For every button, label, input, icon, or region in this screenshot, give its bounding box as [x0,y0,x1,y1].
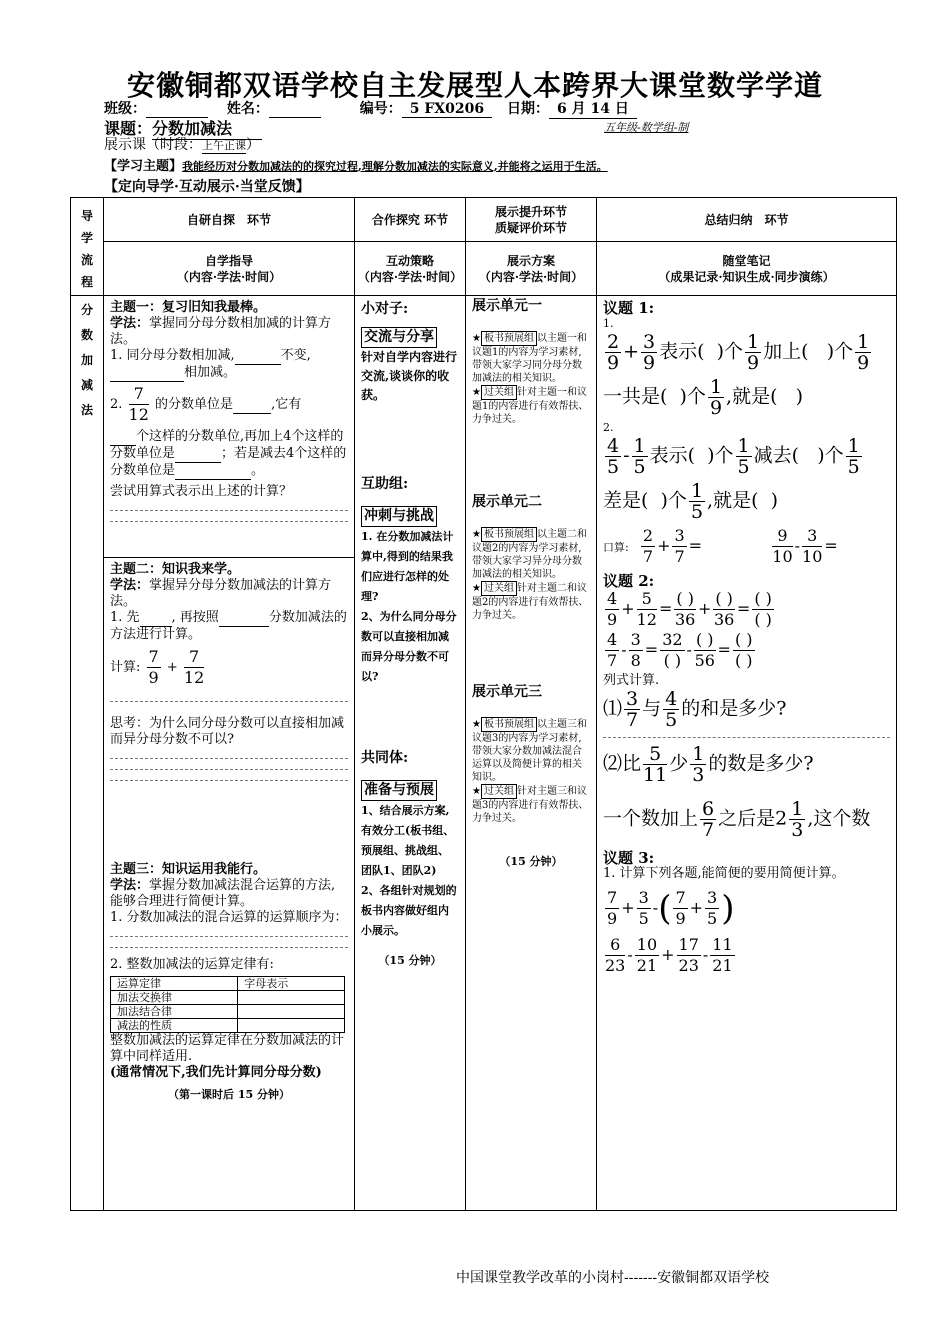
answer-line [603,736,890,738]
i1-l1d: )个 [826,340,854,363]
blank-paren[interactable]: ( ) [734,630,753,649]
answer-line [110,520,348,522]
blank-paren[interactable]: ( ) [695,630,714,649]
q1-blank2[interactable] [110,365,184,382]
lesson-type-close: ） [246,137,260,153]
footer: 中国课堂教学改革的小岗村-------安徽铜都双语学校 [456,1270,770,1286]
t3-time: （第一课时后 15 分钟） [168,1088,290,1101]
i1-l1c: 加上( [763,340,809,363]
sub4b: （成果记录·知识生成·同步演练） [658,269,835,284]
unit2-title: 展示单元二 [472,494,542,510]
col3-header-a: 展示提升环节 [494,204,567,219]
calc-frac2 [184,647,204,688]
t3-note2: (通常情况下,我们先计算同分母分数) [110,1065,322,1080]
study-theme-label: 【学习主题】 [104,159,183,174]
blank-paren[interactable]: ( ) [663,651,682,670]
unit1-text: 以主题一和议题1的内容为学习素材,带领大家学习同分母分数加减法的相关知识。 [472,333,587,384]
oral-calc: 口算: $\frac{2}{7}$ + $\frac{3}{7}$ = $\frac{9}{10}$ - $\frac{3}{10}$ = [603,526,838,566]
issue1-line1: $\frac{2}{9}$ + $\frac{3}{9}$ 表示( )个 $\frac{1}{9}$ 加上( )个 $\frac{1}{9}$ [607,331,870,374]
code-value: 5 FX0206 [402,101,492,118]
left-label-text: 分数加减法 [80,303,93,417]
q2-blank3[interactable] [175,446,221,463]
calc-f1n: 7 [148,647,159,666]
theme2: 主题二：知识我来学。 学法：掌握异分母分数加减法的计算方法。 1. 先 , 再按照 分数加减法的方法进行计算。 计算: $\frac{7}{9}$ + $\frac{7}{12}$ 思考：为什么同分母分数可以直接相加减而异分母分数不可以? [104,558,354,858]
q1-text-b: 不变, [280,348,311,363]
answer-line [110,946,348,948]
page-title: 安徽铜都双语学校自主发展型人本跨界大课堂数学学道 [126,69,823,102]
sprint-text: 1. 在分数加减法计算中,得到的结果我们应进行怎样的处理? 2、为什么同分母分数可以直接相加减而异分母分数不可以? [361,530,457,683]
theme1-title: 主题一：复习旧知我最棒。 [110,300,267,315]
sub3a: 展示方案 [506,253,555,268]
i1-l3b: )个 [707,444,734,467]
unit2-pass-text: 针对主题二和议题2的内容进行有效帮扶、力争过关。 [472,583,589,621]
t2q1-c: 分数加减法的方法进行计算。 [110,610,347,642]
flow-header-text: 导学流程 [80,208,93,289]
i1-l4c: ,就是( [707,489,759,512]
community-label: 共同体: [361,750,409,766]
law-cell: 加法结合律 [111,1005,238,1019]
unit3-pass: 过关组 [481,784,517,799]
calc-f1d: 9 [148,668,159,687]
i2-q2b: 少 [669,752,689,775]
i1-l3c: 减去( [753,444,800,467]
oral-label: 口算: [603,541,629,554]
i1-l4b: )个 [660,489,687,512]
i1-l2c: ,就是( [726,385,778,408]
issue1-num2: 2. [603,421,614,434]
q2-prefix: 2. [110,397,123,412]
sub1b: （内容·学法·时间） [176,269,282,284]
study-theme-text: 我能经历对分数加减法的的探究过程,理解分数加减法的实际意义,并能将之运用于生活。 [182,160,608,173]
i2-q1a: ⑴ [603,697,623,720]
sub1a: 自学指导 [204,253,253,268]
unit1-board: 板书预展组 [481,331,537,346]
issue2-q3: 一个数加上 $\frac{6}{7}$ 之后是2 $\frac{1}{3}$ ,这个数 [603,798,871,841]
theme1 [104,296,354,558]
topic-label: 课题： [104,119,153,138]
unit3-text: 以主题三和议题3的内容为学习素材,带领大家分数加减法混合运算以及简便计算的相关知识。 [472,719,587,783]
law-cell: 加法交换律 [111,991,238,1005]
i2-q2a: ⑵比 [603,752,642,775]
unit1-title: 展示单元一 [472,298,542,314]
issue3-text: 1. 计算下列各题,能简便的要用简便计算。 [603,866,845,881]
i2-q3b: 之后是 [718,807,776,830]
i2-q1c: 的和是多少? [681,697,787,720]
lesson-type-value: 上午正课 [202,139,246,152]
unit3-title: 展示单元三 [472,684,542,700]
grade-group: 五年级-数学组-制 [604,121,689,134]
issue1-line3: $\frac{4}{5}$ - $\frac{1}{5}$ 表示( )个 $\frac{1}{5}$ 减去( )个 $\frac{1}{5}$ [607,435,860,478]
unit1-pass: 过关组 [481,385,517,400]
lesson-type-label: 展示课（时段： [104,137,202,153]
unit3-board: 板书预展组 [481,717,537,732]
answer-line [110,779,348,781]
q2-text: 的分数单位是 [155,397,234,412]
i1-l4d: ) [770,489,778,512]
col4-body [597,296,897,1211]
blank-paren[interactable]: ( ) [715,589,733,608]
unit2-pass: 过关组 [481,581,517,596]
theme2-method: 掌握异分母分数加减法的计算方法。 [110,578,332,609]
issue3-title: 议题 3: [603,849,655,867]
law-input[interactable] [238,1005,345,1019]
col1-body [104,296,355,1211]
law-table [110,976,345,1033]
col2-subheader [355,242,466,296]
left-label [71,296,104,1211]
answer-line [110,757,348,759]
t3q1: 1. 分数加减法的混合运算的运算顺序为： [110,910,348,925]
i1-l1b: )个 [716,340,744,363]
code-label: 编号： [359,101,402,117]
i2-q2c: 的数是多少? [708,752,814,775]
q2-blank4[interactable] [175,463,251,480]
col3-header [466,198,597,242]
exchange-box: 交流与分享 [361,327,437,348]
theme3-method: 掌握分数加减法混合运算的方法,能够合理进行简便计算。 [110,878,336,909]
i1-l3a: 表示( [649,444,696,467]
i1-l4a: 差是( [603,489,649,512]
q3-text: 尝试用算式表示出上述的计算？ [110,484,293,499]
prepare-text: 1、结合展示方案,有效分工(板书组、预展组、挑战组、团队1、团队2) 2、各组针对规划的板书内容做好组内小展示。 [361,804,457,937]
prepare-box: 准备与预展 [361,780,437,801]
law-input[interactable] [238,991,345,1005]
blank-paren[interactable]: ( ) [734,651,753,670]
q2-tail: ,它有 [271,397,302,412]
unit3-pass-text: 针对主题三和议题3的内容进行有效帮扶、力争过关。 [472,786,589,824]
sub2a: 互动策略 [385,253,434,268]
q2-text-c: ；若是减去4个这样的分数单位是 [110,446,347,478]
issue2-q2: ⑵比 $\frac{5}{11}$ 少 $\frac{1}{3}$ 的数是多少? [603,743,814,786]
i1-l3d: )个 [817,444,844,467]
law-cell: 字母表示 [238,977,345,991]
lesson-type [104,134,260,154]
t2q1-blank2[interactable] [219,610,269,627]
flow-header [71,198,104,296]
group-label: 互助组: [361,476,409,492]
unit2-board: 板书预展组 [481,527,537,542]
theme3-title: 主题三：知识运用我能行。 [110,862,267,877]
q2-num: 7 [129,384,149,405]
col4-header: 总结归纳 环节 [597,198,897,242]
answer-line [110,700,348,702]
q2-blank2[interactable] [110,429,136,446]
topic-value: 分数加减法 [152,116,262,140]
law-cell: 运算定律 [111,977,238,991]
answer-line [110,768,348,770]
q1-text-c: 相加减。 [184,365,237,380]
issue2-q1: ⑴ $\frac{3}{7}$ 与 $\frac{4}{5}$ 的和是多少? [603,688,787,731]
main-table [70,197,897,1211]
col3-header-b: 质疑评价环节 [494,220,567,235]
theme2-method-label: 学法： [110,578,150,593]
q1-blank[interactable] [235,348,281,365]
pair-label: 小对子: [361,301,409,317]
blank-paren[interactable]: ( ) [754,589,772,608]
issue2-eq2: $\frac{4}{7}$ - $\frac{3}{8}$ = $\frac{32}{( )}$ - $\frac{( )}{56}$ = $\frac{( )}{( )}$ [607,630,753,670]
guide-line: 【定向导学·互动展示·当堂反馈】 [104,179,310,195]
col4-subheader [597,242,897,296]
col1-header: 自研自探 环节 [104,198,355,242]
date-value: 6 月 14 日 [549,98,637,119]
issue3-eq1: $\frac{7}{9}$ + $\frac{3}{5}$ -( $\frac{7}{9}$ + $\frac{3}{5}$ ) [607,888,735,929]
issue1-line4: 差是( )个 $\frac{1}{5}$ ,就是( ) [603,480,778,523]
name-field[interactable] [269,101,321,118]
date-label: 日期： [507,101,550,117]
i1-l2b: )个 [679,385,706,408]
sub4a: 随堂笔记 [722,253,771,268]
sub2b: （内容·学法·时间） [357,269,463,284]
i2-q3a: 一个数加上 [603,807,699,830]
calc-frac1 [147,647,161,688]
t3-note: 整数加减法的运算定律在分数加减法的计算中同样适用. [110,1033,345,1064]
theme1-method-label: 学法： [110,316,150,331]
exchange-text: 针对自学内容进行交流,谈谈你的收获。 [361,350,458,402]
i2-q1b: 与 [642,697,662,720]
t2q1-blank[interactable] [140,610,172,627]
i2-q3c: ,这个数 [807,807,871,830]
answer-line [110,509,348,511]
q2-text-d: 。 [251,463,265,478]
theme2-title: 主题二：知识我来学。 [110,562,241,577]
issue3-eq2: $\frac{6}{23}$ - $\frac{10}{21}$ + $\frac{17}{23}$ - $\frac{11}{21}$ [605,935,733,975]
class-label: 班级： [104,101,146,117]
study-theme [104,155,608,174]
issue1-line2: 一共是( )个 $\frac{1}{9}$ ,就是( ) [603,376,804,419]
q1-text: 1. 同分母分数相加减, [110,348,235,363]
issue2-list: 列式计算. [603,673,660,688]
t2q1-a: 1. 先 [110,610,140,625]
answer-line [110,935,348,937]
blank-paren[interactable]: ( ) [754,610,772,629]
calc-f2n: 7 [184,647,204,668]
theme3-method-label: 学法： [110,878,150,893]
calc-f2d: 12 [183,668,205,687]
think-text: 思考：为什么同分母分数可以直接相加减而异分母分数不可以? [110,716,345,747]
t3q2: 2. 整数加减法的运算定律有: [110,957,274,972]
issue2-title: 议题 2: [603,572,655,590]
issue1-title: 议题 1: [603,299,655,317]
col2-header: 合作探究 环节 [355,198,466,242]
law-input[interactable] [238,1019,345,1033]
unit1-pass-text: 针对主题一和议题1的内容进行有效帮扶、力争过关。 [472,387,589,425]
unit2-text: 以主题二和议题2的内容为学习素材,带领大家学习异分母分数加减法的相关知识。 [472,529,587,580]
i1-l2a: 一共是( [603,385,668,408]
q2-den: 12 [128,405,149,424]
blank-paren[interactable]: ( ) [676,589,694,608]
q2-text-b: 个这样的分数单位,再加上4个这样的分数单位是 [110,429,344,461]
col2-body [355,296,466,1211]
q2-fraction [129,384,149,425]
sub3b: （内容·学法·时间） [478,269,584,284]
i1-l2d: ) [795,385,804,408]
col1-subheader [104,242,355,296]
name-label: 姓名： [226,101,269,117]
col3-time: （15 分钟） [499,855,563,868]
col3-body: 展示单元一 ★ 板书预展组 以主题一和议题1的内容为学习素材,带领大家学习同分母分数加减法的相关知识。 ★ 过关组 针对主题一和议题1的内容进行有效帮扶、力争过关。 展示单元二 ★ 板书预展组 以主题二和议题2的内容为学习素材,带领大家学习异分母分数加减法的相关知识。 ★ 过关组 针对主题二和议题2的内容进行有效帮扶、力争过关。 展示单元三 ★ 板书预展组 以主题三和议题3的内容为学习素材,带领大家分数加减法混合运算以及简便计算的相关知识。 ★ 过关组 针对主题三和议题3的内容进行有效帮扶、力争过关。 （15 分钟） [466,296,597,1211]
col2-time: （15 分钟） [378,954,442,967]
t2q1-b: , 再按照 [171,610,219,625]
sprint-box: 冲刺与挑战 [361,506,437,527]
theme3 [104,858,354,1107]
i1-l1a: 表示( [659,340,705,363]
calc-label: 计算: [110,660,141,675]
theme1-method: 掌握同分母分数相加减的计算方法。 [110,316,332,347]
issue1-num1: 1. [603,317,614,330]
col3-subheader [466,242,597,296]
issue2-eq1: $\frac{4}{9}$ + $\frac{5}{12}$ = $\frac{( )}{36}$ + $\frac{( )}{36}$ = $\frac{( )}{( )}$ [607,589,772,629]
q2-blank[interactable] [233,397,271,414]
law-cell: 减法的性质 [111,1019,238,1033]
